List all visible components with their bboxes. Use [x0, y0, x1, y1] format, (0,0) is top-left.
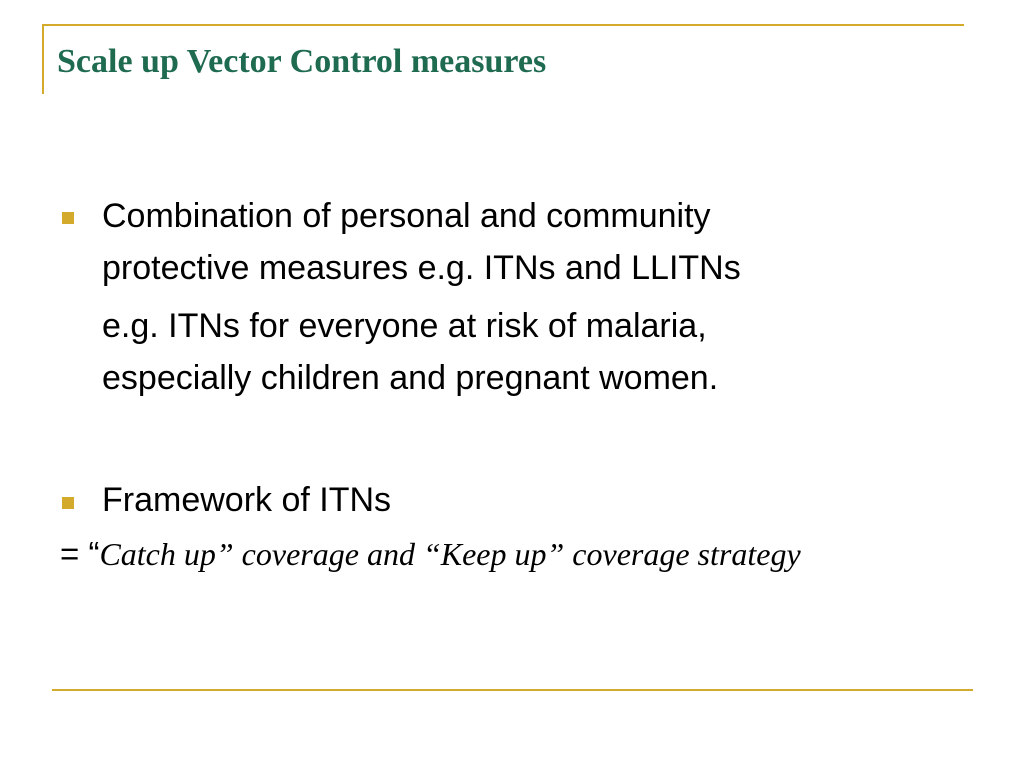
bullet-text	[102, 190, 741, 294]
title-accent-top-line	[42, 24, 964, 26]
bullet-line-1: Combination of personal and community	[102, 197, 711, 235]
title-accent-vertical-line	[42, 24, 44, 94]
slide-title: Scale up Vector Control measures	[57, 43, 547, 80]
footer-accent-line	[52, 689, 973, 691]
subtext-line-1: e.g. ITNs for everyone at risk of malaria,	[102, 307, 707, 345]
bullet-line-2: protective measures e.g. ITNs and LLITNs	[102, 249, 741, 287]
coverage-strategy-line	[60, 535, 801, 573]
bullet-line-1: Framework of ITNs	[102, 481, 392, 519]
bullet-subtext-example	[102, 300, 718, 404]
square-bullet-icon	[62, 497, 74, 509]
square-bullet-icon	[62, 212, 74, 224]
bullet-text	[102, 474, 391, 526]
subtext-line-2: especially children and pregnant women.	[102, 359, 719, 397]
equation-prefix: = “	[60, 535, 100, 572]
equation-italic-text: Catch up” coverage and “Keep up” coverage strategy	[99, 536, 801, 572]
